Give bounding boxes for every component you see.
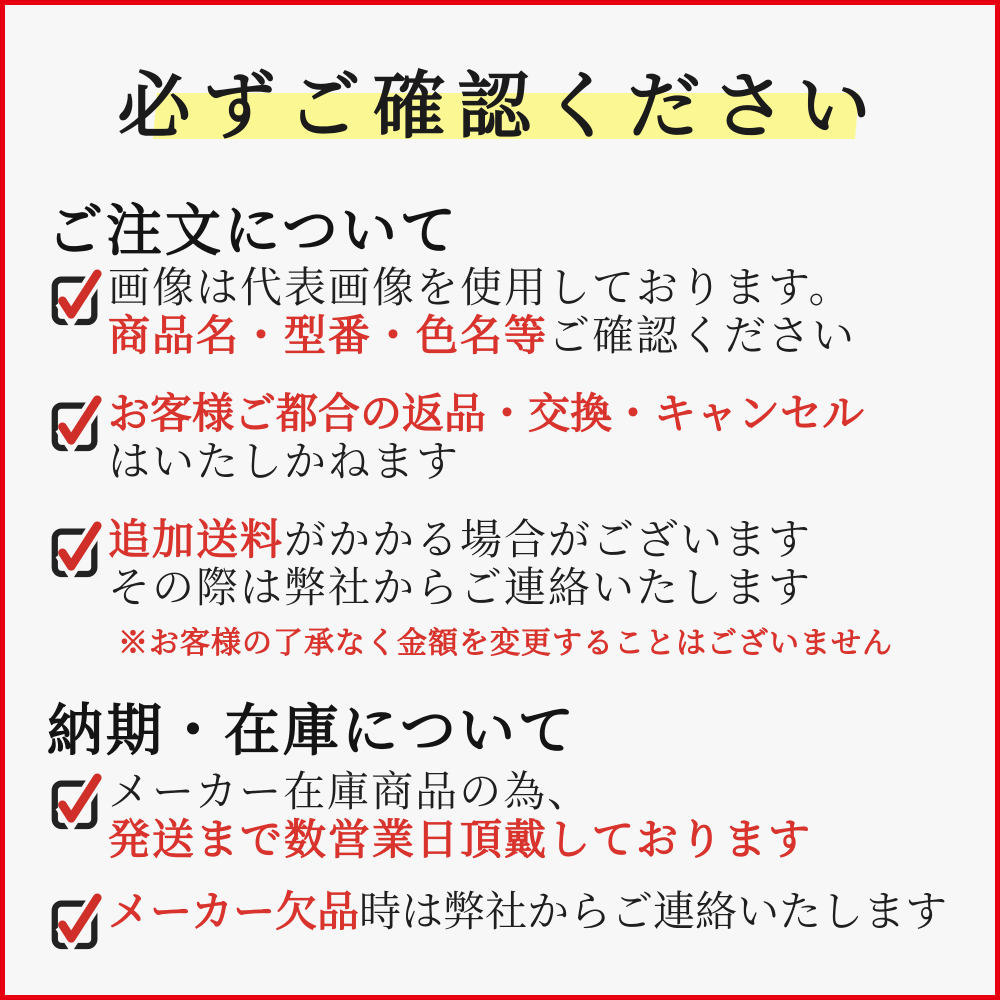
item-text — [108, 265, 856, 361]
checked-checkbox-icon — [49, 517, 103, 579]
checked-checkbox-icon — [49, 889, 103, 951]
item-text — [108, 517, 893, 661]
list-item — [49, 265, 856, 361]
item-line: はいたしかねます — [108, 440, 461, 486]
item-text — [108, 391, 864, 487]
list-item — [49, 391, 864, 487]
checked-checkbox-icon — [49, 265, 103, 327]
item-line: メーカー在庫商品の為、 — [108, 770, 592, 816]
item-line: 追加送料がかかる場合がございます — [108, 518, 813, 564]
item-line: 画像は代表画像を使用しております。 — [108, 266, 853, 312]
item-text — [108, 769, 812, 865]
section-heading-orders: ご注文について — [47, 201, 459, 263]
list-item — [49, 769, 812, 865]
item-line: メーカー欠品時は弊社からご連絡いたします — [108, 890, 948, 936]
section-heading-stock: 納期・在庫について — [47, 701, 577, 763]
checked-checkbox-icon — [49, 769, 103, 831]
page-title: 必ずご確認ください — [117, 66, 883, 147]
checked-checkbox-icon — [49, 391, 103, 453]
item-line: 発送まで数営業日頂戴しております — [108, 818, 813, 864]
list-item — [49, 517, 893, 661]
item-text — [108, 889, 947, 937]
item-footnote: ※お客様の了承なく金額を変更することはございません — [118, 627, 893, 660]
item-line: 商品名・型番・色名等ご確認ください — [108, 314, 857, 360]
list-item — [49, 889, 947, 951]
item-line: お客様ご都合の返品・交換・キャンセル — [108, 392, 865, 438]
item-line: その際は弊社からご連絡いたします — [108, 566, 813, 612]
